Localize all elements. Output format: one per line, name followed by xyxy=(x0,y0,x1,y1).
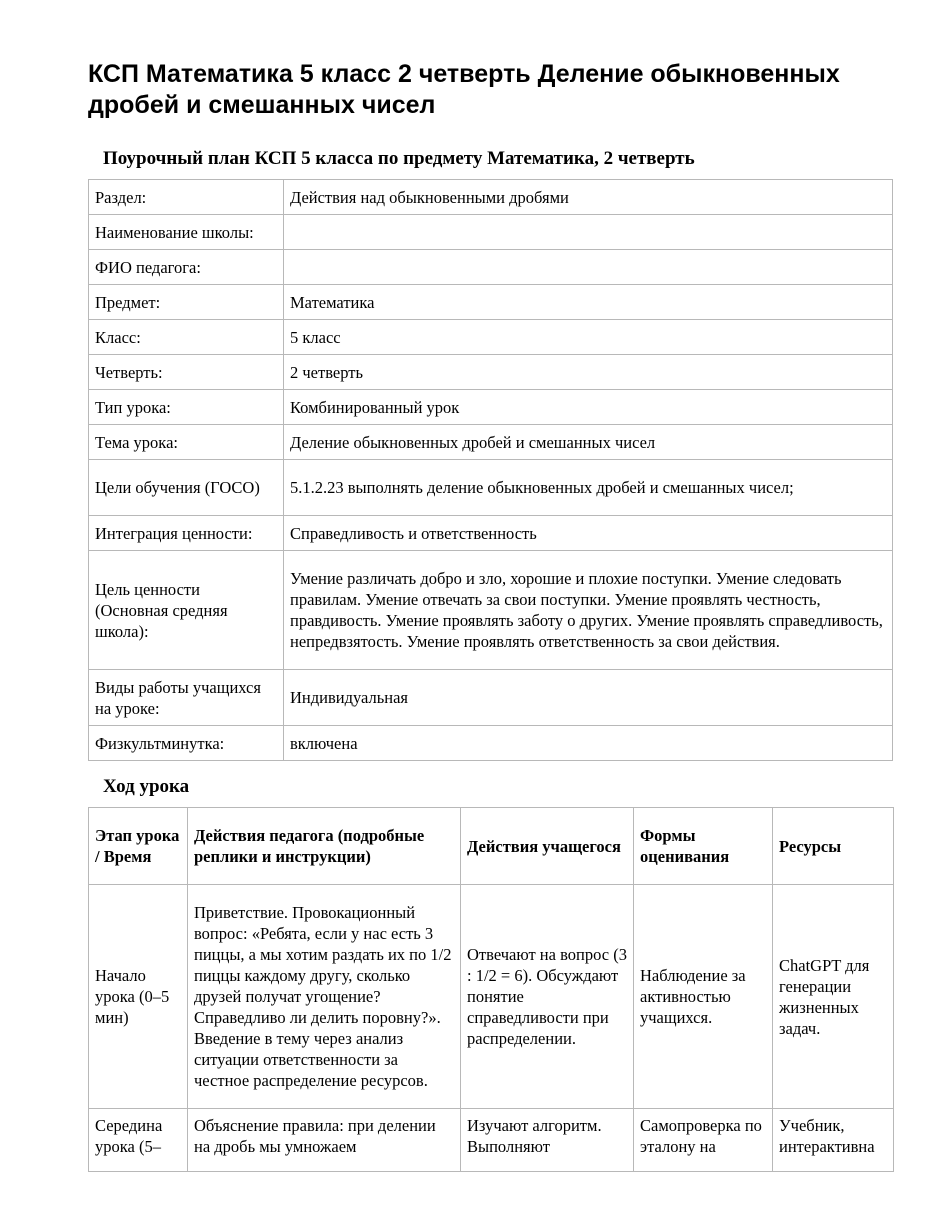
info-label: Виды работы учащихся на уроке: xyxy=(89,670,284,726)
info-label: Предмет: xyxy=(89,285,284,320)
info-label: Наименование школы: xyxy=(89,215,284,250)
resources-cell: ChatGPT для генерации жизненных задач. xyxy=(773,885,894,1109)
resources-cell xyxy=(773,1109,894,1172)
info-label: Цели обучения (ГОСО) xyxy=(89,460,284,516)
column-header: Формы оценивания xyxy=(634,808,773,885)
table-row xyxy=(89,885,894,1109)
info-value: Справедливость и ответственность xyxy=(284,516,893,551)
info-value: 5 класс xyxy=(284,320,893,355)
info-value: Действия над обыкновенными дробями xyxy=(284,180,893,215)
table-row xyxy=(89,320,893,355)
info-value: Умение различать добро и зло, хорошие и плохие поступки. Умение следовать правилам. Умение отвечать за свои поступки. Умение проявлять честность, правдивость. Умение проявлять заботу о других. Умение проявлять справедливость, непредвзятость. Умение проявлять ответственность за свои действия. xyxy=(284,551,893,670)
table-row xyxy=(89,355,893,390)
table-row xyxy=(89,460,893,516)
student-actions-cell xyxy=(461,1109,634,1172)
document-title: КСП Математика 5 класс 2 четверть Деление обыкновенных дробей и смешанных чисел xyxy=(88,60,840,119)
table-row xyxy=(89,516,893,551)
column-header: Действия педагога (подробные реплики и инструкции) xyxy=(188,808,461,885)
info-value: 2 четверть xyxy=(284,355,893,390)
info-value: Комбинированный урок xyxy=(284,390,893,425)
cell-text: Изучают алгоритм. Выполняют xyxy=(467,1116,602,1156)
table-row xyxy=(89,180,893,215)
table-row xyxy=(89,551,893,670)
info-label: ФИО педагога: xyxy=(89,250,284,285)
lesson-info-table xyxy=(88,179,893,761)
student-actions-cell: Отвечают на вопрос (3 : 1/2 = 6). Обсуждают понятие справедливости при распределении. xyxy=(461,885,634,1109)
info-label: Класс: xyxy=(89,320,284,355)
table-row xyxy=(89,670,893,726)
cell-text: Самопроверка по эталону на xyxy=(640,1116,762,1156)
column-header: Ресурсы xyxy=(773,808,894,885)
column-header: Этап урока / Время xyxy=(89,808,188,885)
teacher-actions-cell xyxy=(188,1109,461,1172)
info-value: включена xyxy=(284,726,893,761)
table-row xyxy=(89,1109,894,1172)
info-value: Индивидуальная xyxy=(284,670,893,726)
column-header: Действия учащегося xyxy=(461,808,634,885)
table-row xyxy=(89,390,893,425)
table-row xyxy=(89,215,893,250)
info-label: Тема урока: xyxy=(89,425,284,460)
teacher-actions-cell: Приветствие. Провокационный вопрос: «Ребята, если у нас есть 3 пиццы, а мы хотим раздать их по 1/2 пиццы каждому другу, сколько друзей получат угощение? Справедливо ли делить поровну?». Введение в тему через анализ ситуации ответственности за честное распределение ресурсов. xyxy=(188,885,461,1109)
table-row xyxy=(89,285,893,320)
stage-cell: Начало урока (0–5 мин) xyxy=(89,885,188,1109)
info-value: Деление обыкновенных дробей и смешанных чисел xyxy=(284,425,893,460)
table-header-row xyxy=(89,808,894,885)
info-value xyxy=(284,215,893,250)
info-label: Раздел: xyxy=(89,180,284,215)
stage-cell xyxy=(89,1109,188,1172)
info-label: Физкультминутка: xyxy=(89,726,284,761)
info-value: Математика xyxy=(284,285,893,320)
info-value: 5.1.2.23 выполнять деление обыкновенных дробей и смешанных чисел; xyxy=(284,460,893,516)
cell-text: Середина урока (5– xyxy=(95,1116,163,1156)
assessment-cell xyxy=(634,1109,773,1172)
info-label: Цель ценности (Основная средняя школа): xyxy=(89,551,284,670)
info-label: Тип урока: xyxy=(89,390,284,425)
course-heading: Ход урока xyxy=(103,776,190,797)
plan-heading: Поурочный план КСП 5 класса по предмету Математика, 2 четверть xyxy=(103,148,695,169)
cell-text: Учебник, интерактивна xyxy=(779,1116,875,1156)
info-label: Интеграция ценности: xyxy=(89,516,284,551)
lesson-course-table xyxy=(88,807,894,1172)
table-row xyxy=(89,425,893,460)
info-value xyxy=(284,250,893,285)
assessment-cell: Наблюдение за активностью учащихся. xyxy=(634,885,773,1109)
info-label: Четверть: xyxy=(89,355,284,390)
table-row xyxy=(89,726,893,761)
cell-text: Объяснение правила: при делении на дробь мы умножаем xyxy=(194,1116,436,1156)
table-row xyxy=(89,250,893,285)
